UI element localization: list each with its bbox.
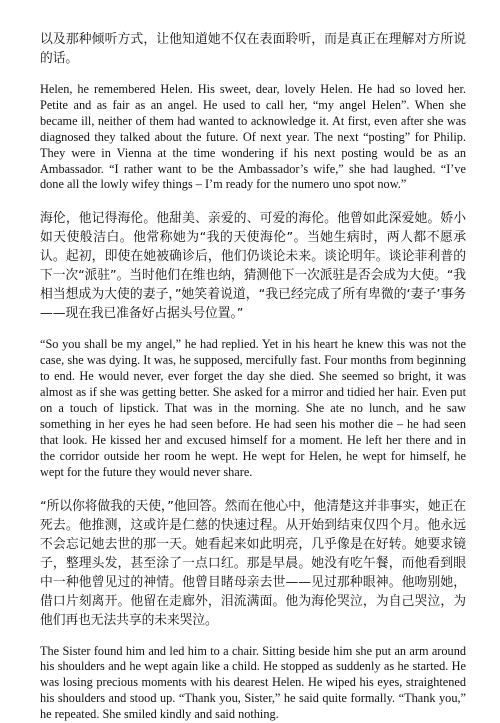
paragraph-zh-1: 以及那种倾听方式，让他知道她不仅在表面聆听，而是真正在理解对方所说的话。	[40, 30, 466, 68]
paragraph-zh-3: “所以你将做我的天使，”他回答。然而在他心中，他清楚这并非事实，她正在死去。他推测，这或许是仁慈的快速过程。从开始到结束仅四个月。他永远不会忘记她去世的那一天。她看起来如此明亮，几乎像是在好转。她要求镜子，整理头发，甚至涂了一点口红。那是早晨。她没有吃午餐，而他看到眼中一种他曾见过的神情。他曾目睹母亲去世——见过那种眼神。他吻别她，借口片刻离开。他留在走廊外，泪流满面。他为海伦哭泣，为自己哭泣，为他们再也无法共享的未来哭泣。	[40, 497, 466, 630]
paragraph-en-1: Helen, he remembered Helen. His sweet, dear, lovely Helen. He had so loved her. Petite and as fair as an angel. He used to call her, “my angel Helen”. When she became ill, neither of them had wanted to acknowledge it. At first, even after she was diagnosed they talked about the future. Of next year. The next “posting” for Philip. They were in Vienna at the time wondering if his next posting would be as an Ambassador. “I rather want to be the Ambassador’s wife,” she had laughed. “I’ve done all the lowly wifey things – I’m ready for the numero uno spot now.”	[40, 82, 466, 193]
paragraph-en-3: The Sister found him and led him to a chair. Sitting beside him she put an arm around his shoulders and he wept again like a child. He stopped as suddenly as he started. He was losing precious moments with his dearest Helen. He wiped his eyes, straightened his shoulders and stood up. “Thank you, Sister,” he said quite formally. “Thank you,” he repeated. She smiled kindly and said nothing.	[40, 644, 466, 723]
paragraph-zh-2: 海伦，他记得海伦。他甜美、亲爱的、可爱的海伦。他曾如此深爱她。娇小如天使般洁白。他常称她为“我的天使海伦”。当她生病时，两人都不愿承认。起初，即使在她被确诊后，他们仍谈论未来。谈论明年。谈论菲利普的下一次“派驻”。当时他们在维也纳，猜测他下一次派驻是否会成为大使。“我相当想成为大使的妻子，”她笑着说道，“我已经完成了所有卑微的‘妻子’事务——现在我已准备好占据头号位置。”	[40, 209, 466, 323]
paragraph-en-2: “So you shall be my angel,” he had replied. Yet in his heart he knew this was not the case, she was dying. It was, he supposed, mercifully fast. Four months from beginning to end. He would never, ever forget the day she died. She seemed so bright, it was almost as if she was getting better. She asked for a mirror and tidied her hair. Even put on a touch of lipstick. That was in the morning. She ate no lunch, and he saw something in her eyes he had seen before. He had seen his mother die – he had seen that look. He kissed her and excused himself for a moment. He left her there and in the corridor outside her room he wept. He wept for Helen, he wept for himself, he wept for the future they would never share.	[40, 337, 466, 480]
